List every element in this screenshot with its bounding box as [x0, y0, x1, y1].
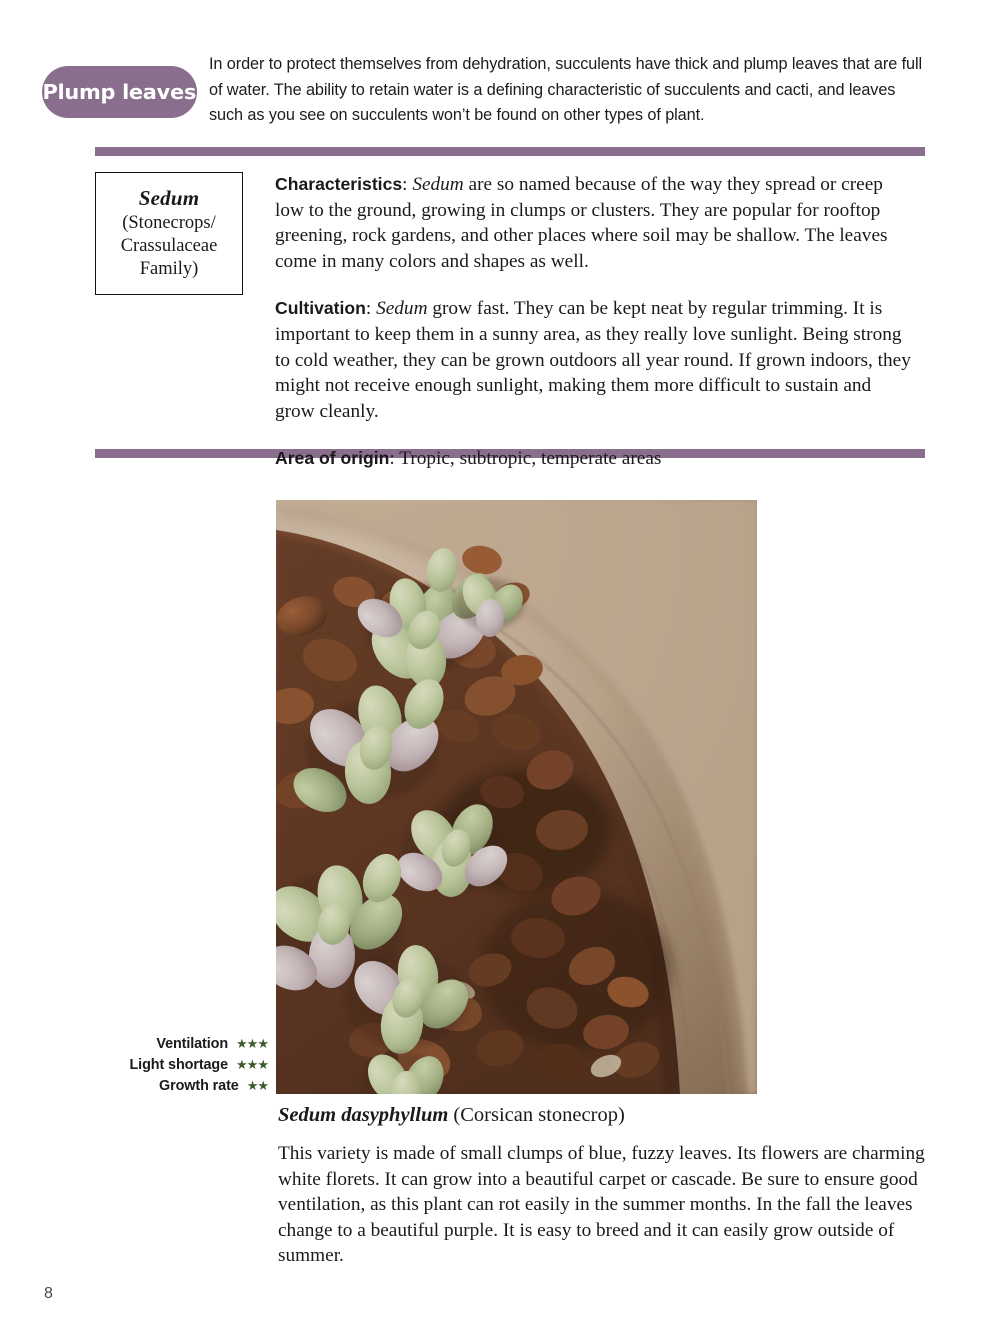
area-of-origin-separator: :	[389, 448, 400, 470]
divider-rule-top	[95, 147, 925, 156]
cultivation-paragraph	[275, 296, 913, 424]
characteristics-body: are so named because of the way they spread or creep low to the ground, growing in clumps or clusters. They are popular for rooftop greening, rock gardens, and other places where soil may be shallow. The leaves come in many colors and shapes as well.	[275, 174, 888, 272]
area-of-origin-paragraph	[275, 446, 913, 472]
characteristics-separator: :	[402, 174, 413, 195]
variety-description: This variety is made of small clumps of blue, fuzzy leaves. Its flowers are charming white florets. It can grow into a beautiful carpet or cascade. Be sure to ensure good ventilation, as this plant can rot easily in the summer months. In the fall the leaves change to a beautiful purple. It is easy to breed and it can easily grow outside of summer.	[278, 1143, 925, 1267]
rating-label: Ventilation	[156, 1036, 229, 1052]
sedum-photograph	[276, 500, 757, 1094]
characteristics-paragraph	[275, 172, 913, 274]
photo-caption	[278, 1102, 928, 1128]
family-name: (Stonecrops/ Crassulaceae Family)	[120, 213, 218, 279]
scientific-name: Sedum dasyphyllum	[278, 1104, 449, 1126]
area-of-origin-label: Area of origin	[275, 448, 390, 469]
rating-row-growth-rate	[116, 1076, 268, 1097]
intro-paragraph: In order to protect themselves from dehydration, succulents have thick and plump leaves that are full of water. The ability to retain water is a defining characteristic of succulents and cacti, and leaves such as you see on succulents won’t be found on other types of plant.	[209, 55, 922, 124]
star-rating-icon: ★★	[246, 1079, 268, 1094]
species-text-column	[275, 172, 925, 472]
characteristics-italic-term: Sedum	[412, 174, 464, 195]
badge-label: Plump leaves	[42, 80, 197, 104]
cultivation-label: Cultivation	[275, 298, 366, 319]
area-of-origin-body: Tropic, subtropic, temperate areas	[399, 448, 662, 470]
rating-row-ventilation	[116, 1034, 268, 1055]
genus-name: Sedum	[138, 186, 200, 210]
common-name: (Corsican stonecrop)	[448, 1104, 625, 1126]
cultivation-italic-term: Sedum	[376, 298, 428, 320]
care-ratings	[116, 1034, 268, 1097]
plump-leaves-badge	[42, 66, 197, 118]
rating-row-light-shortage	[116, 1055, 268, 1076]
rating-label: Light shortage	[129, 1057, 229, 1073]
page-number: 8	[44, 1285, 53, 1302]
cultivation-separator: :	[365, 298, 377, 320]
genus-name-box	[95, 172, 243, 295]
characteristics-label: Characteristics	[275, 174, 403, 194]
species-info-block	[95, 172, 925, 472]
rating-label: Growth rate	[159, 1078, 239, 1094]
star-rating-icon: ★★★	[236, 1058, 268, 1073]
cultivation-body: grow fast. They can be kept neat by regular trimming. It is important to keep them in a sunny area, as they really love sunlight. Being strong to cold weather, they can be grown outdoors all year round. If grown indoors, they might not receive enough sunlight, making them more difficult to sustain and grow cleanly.	[275, 298, 911, 422]
intro-banner	[0, 52, 1000, 129]
star-rating-icon: ★★★	[236, 1037, 268, 1052]
photograph-illustration	[276, 500, 757, 1094]
